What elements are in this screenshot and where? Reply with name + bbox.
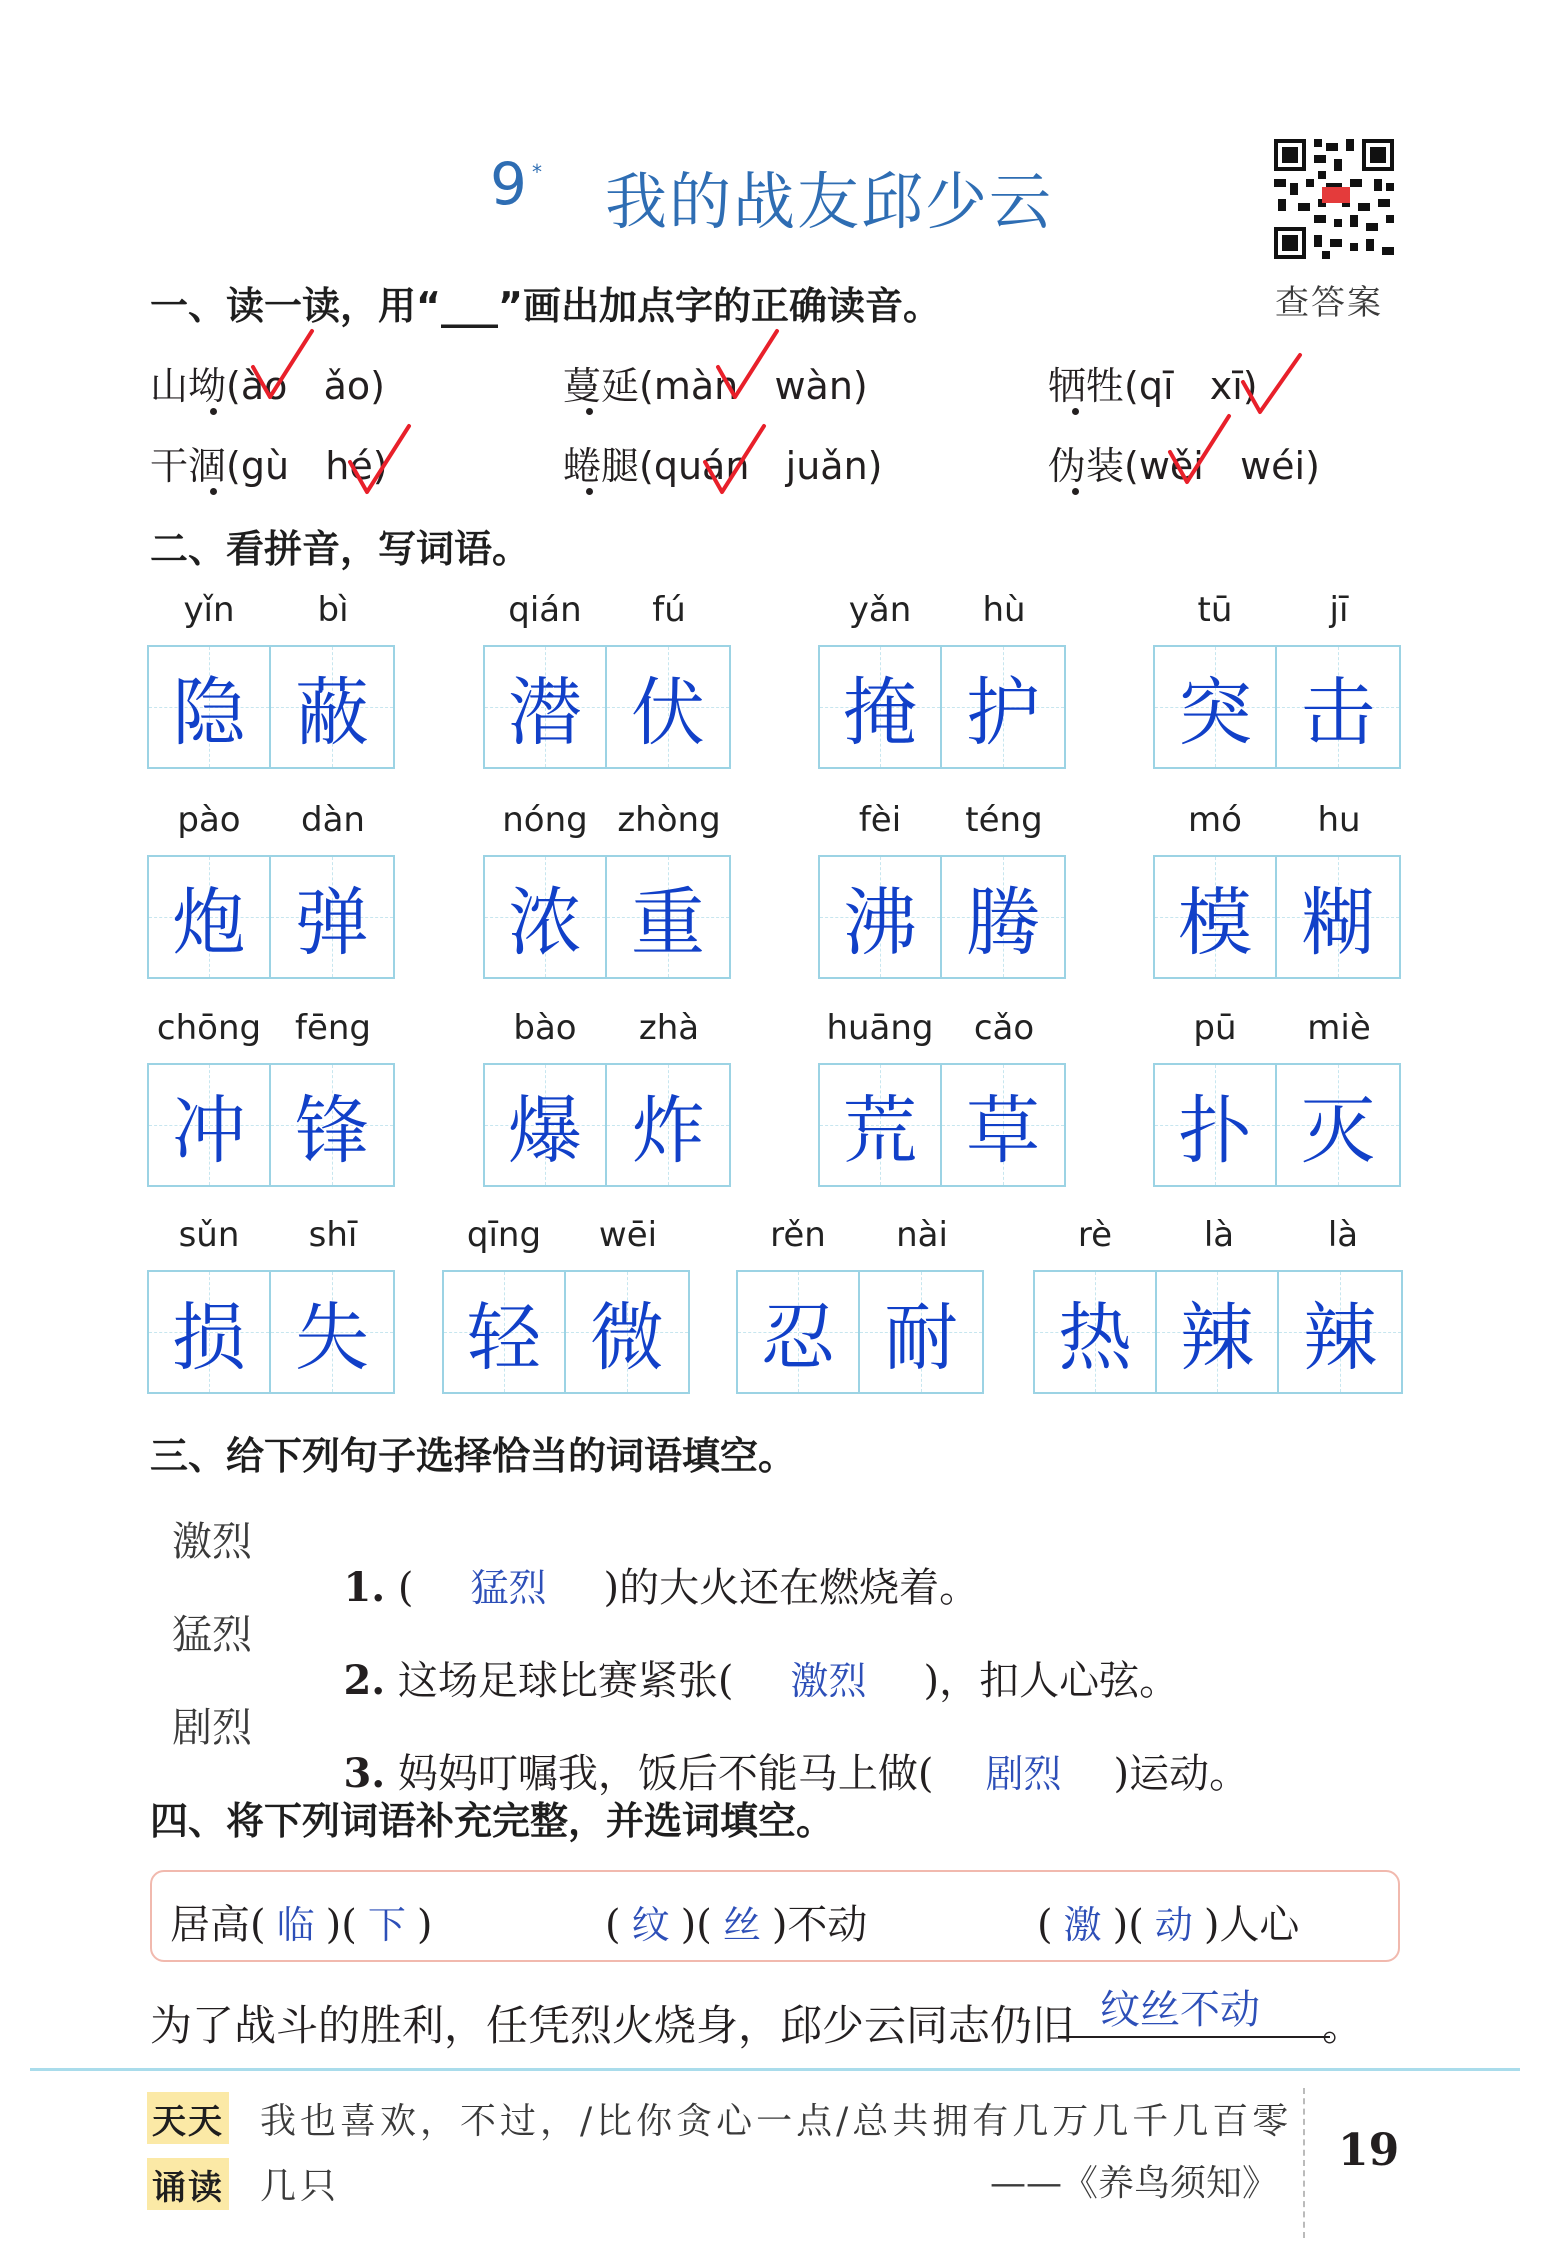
written-character: 辣	[1180, 1295, 1254, 1381]
written-character: 掩	[843, 670, 917, 756]
tianzige-cell[interactable]	[942, 1065, 1064, 1185]
tianzige-grid	[818, 1063, 1066, 1187]
page-number: 19	[1338, 2125, 1400, 2176]
pinyin-label: pū	[1193, 1008, 1237, 1048]
written-character: 弹	[295, 880, 369, 966]
sentence-number: 1.	[343, 1564, 386, 1611]
tianzige-cell[interactable]	[1035, 1272, 1157, 1392]
written-character: 模	[1178, 880, 1252, 966]
pinyin-label: chōng	[156, 1008, 262, 1048]
page-title: 我的战友邱少云	[605, 165, 1054, 238]
pinyin-label: qīng	[466, 1215, 542, 1255]
section1-heading: 一、读一读，用“___”画出加点字的正确读音。	[150, 284, 941, 328]
idiom-text: )人心	[1203, 1902, 1300, 1948]
tianzige-cell[interactable]	[566, 1272, 688, 1392]
tianzige-grid	[483, 645, 731, 769]
word-box-group	[147, 1008, 395, 1188]
reading-item-6: 伪装(wěi wéi)	[1048, 444, 1320, 488]
tianzige-cell[interactable]	[149, 1065, 271, 1185]
tianzige-cell[interactable]	[149, 857, 271, 977]
tianzige-cell[interactable]	[444, 1272, 566, 1392]
word-box-group	[736, 1215, 984, 1395]
reading-item-2: 蔓延(màn wàn)	[563, 364, 868, 408]
idiom-text: )(	[325, 1902, 357, 1948]
recitation-line-1: 我也喜欢，不过，/比你贪心一点/总共拥有几万几千几百零	[260, 2101, 1293, 2142]
lesson-optional-mark: *	[532, 160, 542, 184]
answer-text: 丝	[722, 1903, 761, 1947]
tianzige-grid	[147, 645, 395, 769]
sentence-text: )运动。	[1113, 1751, 1250, 1797]
tianzige-grid	[147, 1063, 395, 1187]
pinyin-label: fēng	[294, 1008, 372, 1048]
sentence-text: )，扣人心弦。	[923, 1658, 1180, 1704]
pinyin-label: pào	[177, 800, 241, 840]
answer-text: 猛烈	[470, 1566, 547, 1610]
written-character: 糊	[1301, 880, 1375, 966]
written-character: 锋	[295, 1088, 369, 1174]
tianzige-cell[interactable]	[860, 1272, 982, 1392]
emphasis-dot	[586, 488, 593, 495]
idiom-text: )	[416, 1902, 433, 1948]
pinyin-label: dàn	[301, 800, 365, 840]
pinyin-label: nóng	[502, 800, 588, 840]
written-character: 损	[172, 1295, 246, 1381]
pinyin-label: qián	[508, 590, 582, 630]
check-answers-label: 查答案	[1275, 283, 1383, 323]
sentence-number: 3.	[343, 1750, 386, 1797]
tianzige-cell[interactable]	[485, 647, 607, 767]
written-character: 耐	[884, 1295, 958, 1381]
answer-blank[interactable]	[934, 1743, 1114, 1798]
idiom-blank[interactable]	[266, 1894, 326, 1949]
tianzige-grid	[1153, 645, 1401, 769]
pinyin-label: cǎo	[973, 1008, 1035, 1048]
written-character: 扑	[1178, 1088, 1252, 1174]
tianzige-cell[interactable]	[738, 1272, 860, 1392]
check-mark-icon	[345, 420, 415, 500]
word-box-group	[1033, 1215, 1405, 1395]
tianzige-cell[interactable]	[820, 857, 942, 977]
written-character: 忍	[761, 1295, 835, 1381]
idiom-2	[605, 1893, 867, 1950]
footer-vertical-divider	[1303, 2088, 1305, 2238]
written-character: 草	[966, 1088, 1040, 1174]
idiom-text: (	[1037, 1902, 1053, 1948]
written-character: 重	[631, 880, 705, 966]
answer-text: 下	[367, 1903, 406, 1947]
tianzige-grid	[1033, 1270, 1403, 1394]
check-mark-icon	[713, 325, 783, 405]
tianzige-cell[interactable]	[271, 857, 393, 977]
reading-item-3: 牺牲(qī xī)	[1048, 364, 1258, 408]
pinyin-label: zhà	[638, 1008, 700, 1048]
word-choice: 剧烈	[172, 1705, 252, 1751]
answer-text: 纹	[631, 1903, 670, 1947]
word-box-group	[818, 1008, 1066, 1188]
pinyin-label: mó	[1188, 800, 1242, 840]
sentence-end-mark: 。	[1322, 2001, 1365, 2050]
written-character: 隐	[172, 670, 246, 756]
tianzige-cell[interactable]	[607, 1065, 729, 1185]
pinyin-label: zhòng	[617, 800, 721, 840]
tianzige-cell[interactable]	[485, 1065, 607, 1185]
pinyin-label: tū	[1197, 590, 1233, 630]
pinyin-label: bì	[317, 590, 349, 630]
tianzige-grid	[483, 1063, 731, 1187]
section3-heading: 三、给下列句子选择恰当的词语填空。	[150, 1434, 797, 1478]
check-mark-icon	[1165, 410, 1235, 490]
emphasis-dot	[210, 488, 217, 495]
tianzige-grid	[1153, 855, 1401, 979]
sentence-number: 2.	[343, 1657, 386, 1704]
fill-sentence-3	[318, 1696, 1249, 1799]
tianzige-grid	[736, 1270, 984, 1394]
tianzige-cell[interactable]	[149, 647, 271, 767]
tianzige-grid	[818, 855, 1066, 979]
written-character: 冲	[172, 1088, 246, 1174]
idiom-text: )(	[680, 1902, 712, 1948]
pinyin-label: fú	[652, 590, 686, 630]
pinyin-label: wēi	[598, 1215, 658, 1255]
tianzige-cell[interactable]	[1279, 1272, 1401, 1392]
final-sentence: 为了战斗的胜利，任凭烈火烧身，邱少云同志仍旧	[150, 2001, 1075, 2050]
qr-code-icon[interactable]	[1270, 135, 1398, 263]
idiom-1	[170, 1893, 432, 1950]
tianzige-cell[interactable]	[271, 1065, 393, 1185]
daily-badge: 天天	[147, 2092, 229, 2144]
word-choice: 激烈	[172, 1519, 252, 1565]
pinyin-label: huāng	[826, 1008, 934, 1048]
section4-heading: 四、将下列词语补充完整，并选词填空。	[150, 1799, 835, 1843]
idiom-blank[interactable]	[712, 1894, 772, 1949]
answer-text: 激	[1063, 1903, 1102, 1947]
answer-text: 临	[276, 1903, 315, 1947]
sentence-text: 妈妈叮嘱我，饭后不能马上做(	[397, 1751, 934, 1797]
pinyin-label: fèi	[858, 800, 902, 840]
tianzige-cell[interactable]	[1155, 857, 1277, 977]
word-box-group	[483, 1008, 731, 1188]
pinyin-label: shī	[308, 1215, 358, 1255]
tianzige-grid	[147, 855, 395, 979]
sentence-text: )的大火还在燃烧着。	[603, 1565, 980, 1611]
tianzige-cell[interactable]	[1155, 1065, 1277, 1185]
sentence-text: 这场足球比赛紧张(	[397, 1658, 734, 1704]
tianzige-grid	[1153, 1063, 1401, 1187]
emphasis-dot	[1072, 488, 1079, 495]
reading-item-1: 山坳(ào ǎo)	[150, 364, 385, 408]
tianzige-cell[interactable]	[820, 1065, 942, 1185]
written-character: 浓	[508, 880, 582, 966]
idiom-blank[interactable]	[357, 1894, 417, 1949]
tianzige-cell[interactable]	[820, 647, 942, 767]
tianzige-cell[interactable]	[1277, 1065, 1399, 1185]
reading-item-4: 干涸(gù hé)	[150, 444, 388, 488]
emphasis-dot	[210, 408, 217, 415]
pinyin-label: nài	[896, 1215, 948, 1255]
pinyin-label: miè	[1307, 1008, 1371, 1048]
check-mark-icon	[1238, 350, 1308, 430]
check-mark-icon	[700, 420, 770, 500]
written-character: 蔽	[295, 670, 369, 756]
word-box-group	[1153, 1008, 1401, 1188]
pinyin-label: téng	[965, 800, 1043, 840]
idiom-text: (	[605, 1902, 621, 1948]
check-mark-icon	[248, 325, 318, 405]
answer-text: 动	[1154, 1903, 1193, 1947]
pinyin-label: rè	[1077, 1215, 1113, 1255]
written-character: 炸	[631, 1088, 705, 1174]
pinyin-label: yǎn	[848, 590, 912, 630]
written-character: 潜	[508, 670, 582, 756]
pinyin-label: là	[1327, 1215, 1359, 1255]
answer-underline	[1058, 2036, 1330, 2038]
pinyin-label: yǐn	[183, 590, 235, 630]
idiom-text: 居高(	[170, 1902, 266, 1948]
pinyin-label: sǔn	[178, 1215, 240, 1255]
fill-sentence-2	[318, 1603, 1179, 1706]
fill-sentence-1	[318, 1510, 979, 1613]
word-box-group	[483, 800, 731, 980]
word-box-group	[1153, 800, 1401, 980]
pinyin-label: bào	[513, 1008, 577, 1048]
tianzige-cell[interactable]	[1155, 647, 1277, 767]
word-box-group	[483, 590, 731, 770]
tianzige-grid	[442, 1270, 690, 1394]
word-choice: 猛烈	[172, 1612, 252, 1658]
written-character: 灭	[1301, 1088, 1375, 1174]
tianzige-grid	[483, 855, 731, 979]
written-character: 爆	[508, 1088, 582, 1174]
written-character: 微	[590, 1295, 664, 1381]
pinyin-label: hù	[982, 590, 1026, 630]
idiom-text: )(	[1112, 1902, 1144, 1948]
written-character: 炮	[172, 880, 246, 966]
tianzige-cell[interactable]	[607, 857, 729, 977]
written-character: 失	[295, 1295, 369, 1381]
tianzige-cell[interactable]	[942, 857, 1064, 977]
written-character: 伏	[631, 670, 705, 756]
tianzige-cell[interactable]	[149, 1272, 271, 1392]
recitation-source: ——《养鸟须知》	[990, 2163, 1279, 2204]
recitation-line-2: 几只	[260, 2166, 341, 2207]
emphasis-dot	[586, 408, 593, 415]
word-box-group	[147, 1215, 395, 1395]
tianzige-grid	[147, 1270, 395, 1394]
recite-badge: 诵读	[147, 2158, 229, 2210]
tianzige-cell[interactable]	[1277, 857, 1399, 977]
final-answer[interactable]: 纹丝不动	[1100, 1987, 1260, 2033]
tianzige-grid	[818, 645, 1066, 769]
written-character: 荒	[843, 1088, 917, 1174]
written-character: 突	[1178, 670, 1252, 756]
written-character: 沸	[843, 880, 917, 966]
word-box-group	[442, 1215, 690, 1395]
sentence-text: (	[397, 1565, 414, 1611]
pinyin-label: là	[1203, 1215, 1235, 1255]
tianzige-cell[interactable]	[607, 647, 729, 767]
pinyin-label: jī	[1329, 590, 1349, 630]
tianzige-cell[interactable]	[271, 1272, 393, 1392]
written-character: 辣	[1303, 1295, 1377, 1381]
tianzige-cell[interactable]	[1157, 1272, 1279, 1392]
emphasis-dot	[1072, 408, 1079, 415]
section2-heading: 二、看拼音，写词语。	[150, 527, 531, 571]
answer-text: 剧烈	[985, 1752, 1062, 1796]
word-box-group	[818, 800, 1066, 980]
written-character: 护	[966, 670, 1040, 756]
lesson-number: 9	[490, 150, 527, 218]
idiom-blank[interactable]	[621, 1894, 681, 1949]
word-box-group	[818, 590, 1066, 770]
idiom-blank[interactable]	[1144, 1894, 1204, 1949]
written-character: 腾	[966, 880, 1040, 966]
written-character: 击	[1301, 670, 1375, 756]
pinyin-label: rěn	[770, 1215, 826, 1255]
word-box-group	[1153, 590, 1401, 770]
tianzige-cell[interactable]	[485, 857, 607, 977]
word-box-group	[147, 800, 395, 980]
idiom-text: )不动	[771, 1902, 868, 1948]
idiom-3	[1037, 1893, 1299, 1950]
answer-text: 激烈	[790, 1659, 867, 1703]
written-character: 轻	[467, 1295, 541, 1381]
tianzige-cell[interactable]	[942, 647, 1064, 767]
word-box-group	[147, 590, 395, 770]
tianzige-cell[interactable]	[271, 647, 393, 767]
pinyin-label: hu	[1317, 800, 1361, 840]
idiom-blank[interactable]	[1053, 1894, 1113, 1949]
reading-item-5: 蜷腿(quán juǎn)	[563, 444, 883, 488]
footer-divider-line	[30, 2068, 1520, 2071]
tianzige-cell[interactable]	[1277, 647, 1399, 767]
written-character: 热	[1058, 1295, 1132, 1381]
